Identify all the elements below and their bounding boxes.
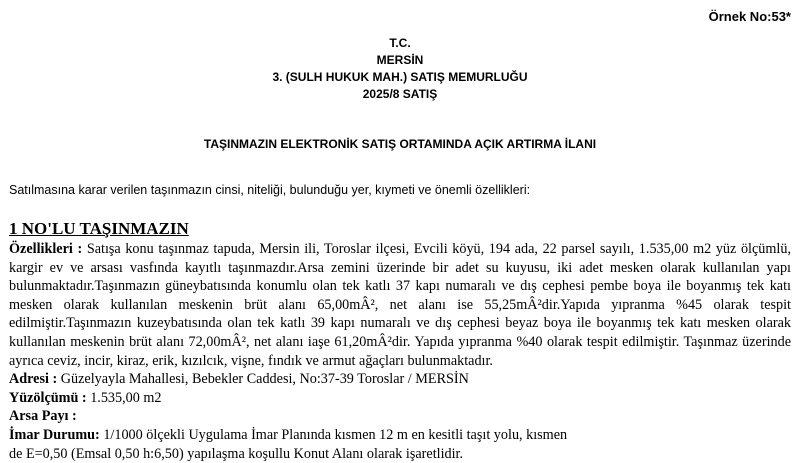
address-text: Güzelyayla Mahallesi, Bebekler Caddesi, No:37-39 Toroslar / MERSİN xyxy=(57,371,469,388)
property-heading: 1 NO'LU TAŞINMAZIN xyxy=(9,219,189,238)
zoning-label: İmar Durumu: xyxy=(9,426,100,443)
address-line xyxy=(9,370,791,389)
address-label: Adresi : xyxy=(9,371,58,388)
zoning-text-2: de E=0,50 (Emsal 0,50 h:6,50) yapılaşma koşullu Konut Alanı olarak işaretlidir. xyxy=(9,445,464,462)
header-line-city: MERSİN xyxy=(376,53,424,67)
area-label: Yüzölçümü : xyxy=(9,389,87,406)
example-number: Örnek No:53* xyxy=(708,9,791,24)
features-text: Satışa konu taşınmaz tapuda, Mersin ili, Toroslar ilçesi, Evcili köyü, 194 ada, 22 parsel sayılı, 1.535,00 m2 yüz ölçümlü, kargir ev ve arsası vasfında kayıtlı taşınmazdır.Arsa zemini üzerinde bir adet su kuyusu, iki adet mesken olarak kullanılan yapı bulunmaktadır.Taşınmazın güneybatısında konumlu olan tek katlı 37 kapı numaralı ve dış cephesi pembe boya ile boyanmış tek katı mesken olarak kullanılan meskenin brüt alanı 65,00mÂ², net alanı ise 55,25mÂ²dir.Yapıda yıpranma %45 olarak tespit edilmiştir.Taşınmazın kuzeybatısında olan tek katlı 39 kapı numaralı ve dış cephesi beyaz boya ile boyanmış tek katı mesken olarak kullanılan meskenin brüt alanı 72,00mÂ², net alanı iaşe 61,20mÂ²dir. Yapıda yıpranma %40 olarak tespit edilmiştir. Taşınmaz üzerinde ayrıca ceviz, incir, kiraz, erik, kızılcık, vişne, fındık ve armut ağaçları bulunmaktadır. xyxy=(9,241,791,369)
share-line xyxy=(9,407,791,426)
zoning-line-continued xyxy=(9,445,791,463)
features-label: Özellikleri : xyxy=(9,241,83,257)
announcement-title: TAŞINMAZIN ELEKTRONİK SATIŞ ORTAMINDA AÇIK ARTIRMA İLANI xyxy=(203,137,597,151)
intro-text: Satılmasına karar verilen taşınmazın cinsi, niteliği, bulunduğu yer, kıymeti ve önemli özellikleri: xyxy=(9,183,531,197)
property-section xyxy=(9,218,791,463)
area-line xyxy=(9,389,791,408)
header-block xyxy=(0,35,800,103)
zoning-text-1: 1/1000 ölçekli Uygulama İmar Planında kısmen 12 m en kesitli taşıt yolu, kısmen xyxy=(99,426,568,443)
header-line-office: 3. (SULH HUKUK MAH.) SATIŞ MEMURLUĞU xyxy=(272,70,528,84)
share-label: Arsa Payı : xyxy=(9,408,77,425)
zoning-line xyxy=(9,426,791,445)
area-text: 1.535,00 m2 xyxy=(86,389,162,406)
header-line-file: 2025/8 SATIŞ xyxy=(362,87,438,101)
features-paragraph xyxy=(9,240,791,370)
header-line-tc: T.C. xyxy=(389,36,411,50)
